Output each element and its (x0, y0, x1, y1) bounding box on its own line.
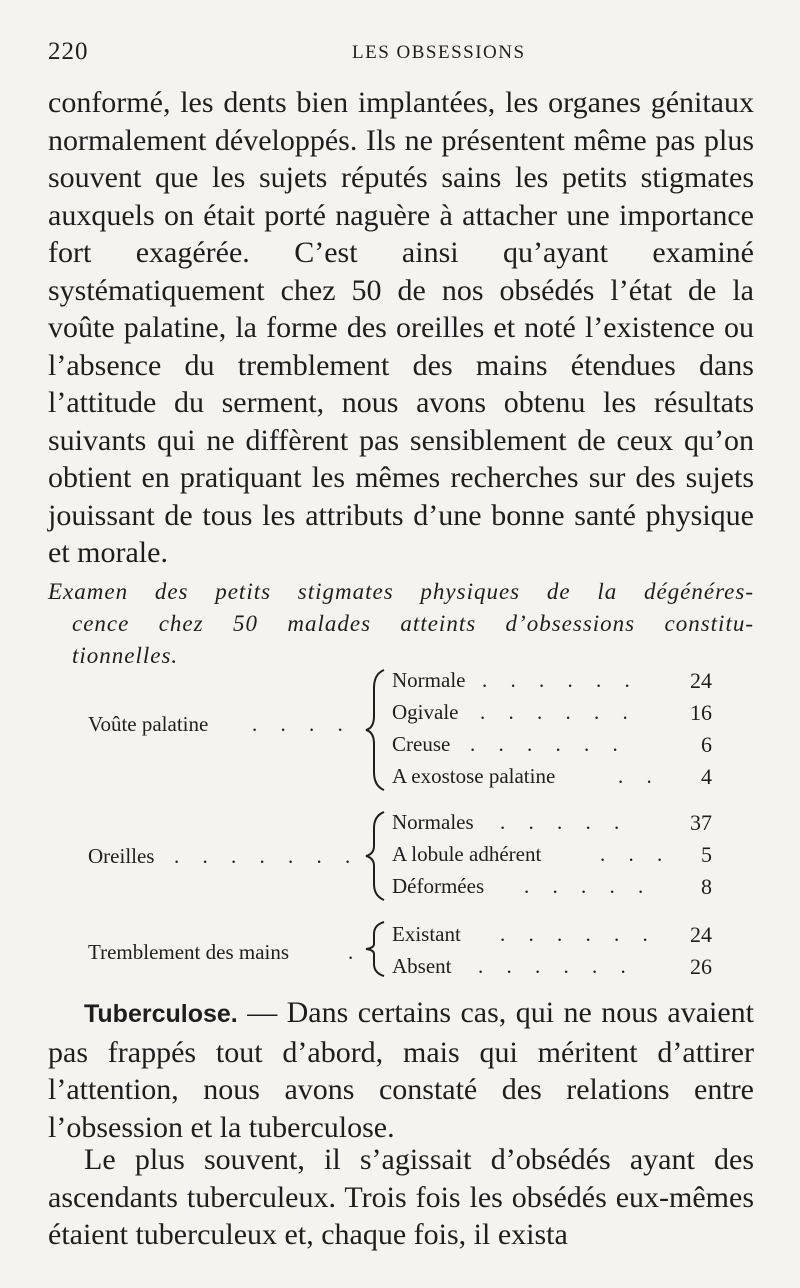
leader-dots: . . . . . . (500, 922, 657, 946)
brace-tremor (360, 920, 390, 978)
group-label-palate: Voûte palatine (88, 712, 209, 736)
row-name-lobule: A lobule adhérent (392, 842, 542, 866)
row-value-ogivale: 16 (690, 700, 712, 725)
section-heading: Tuberculose. (84, 1000, 238, 1028)
row-value-deformees: 8 (701, 874, 712, 899)
body-paragraph-1: conformé, les dents bien implantées, les organes génitaux normalement développés. Ils ne présentent même pas plus souvent que les sujets réputés sains les petits stigmates auxquels on était porté naguère à attacher une importance fort exagérée. C’est ainsi qu’ayant examiné systématiquement chez 50 de nos obsédés l’état de la voûte palatine, la forme des oreilles et noté l’existence ou l’absence du tremblement des mains étendues dans l’attitude du serment, nous avons obtenu les résultats suivants qui ne diffèrent pas sensiblement de ceux qu’on obtient en pratiquant les mêmes recherches sur des sujets jouissant de tous les attributs d’une bonne santé physique et morale. (48, 86, 754, 569)
caption-line-3: tionnelles. (72, 643, 179, 668)
leader-dots: . . (618, 764, 661, 788)
leader-dots: . . . . (252, 712, 352, 736)
page-number: 220 (48, 38, 89, 65)
table-caption (48, 576, 754, 672)
row-value-normale: 24 (690, 668, 712, 693)
row-value-lobule: 5 (701, 842, 712, 867)
body-paragraph-3: Le plus souvent, il s’agissait d’obsédés ayant des ascendants tuberculeux. Trois fois les obsédés eux-mêmes étaient tuberculeux et, chaque fois, il exista (48, 1143, 754, 1251)
leader-dots: . . . . . (524, 874, 653, 898)
group-label-ears: Oreilles (88, 844, 155, 868)
row-name-normale: Normale (392, 668, 466, 692)
running-title: LES OBSESSIONS (352, 42, 526, 63)
row-name-exostose: A exostose palatine (392, 764, 556, 788)
row-name-absent: Absent (392, 954, 452, 978)
row-value-absent: 26 (690, 954, 712, 979)
page-header (48, 38, 754, 68)
row-name-ogivale: Ogivale (392, 700, 459, 724)
body-paragraph-2 (48, 994, 754, 1146)
row-name-normales: Normales (392, 810, 474, 834)
leader-dots: . . . . . . (480, 700, 637, 724)
row-value-exostose: 4 (701, 764, 712, 789)
leader-dots: . . . . . . . (174, 844, 360, 868)
leader-dots: . . . . . (500, 810, 629, 834)
leader-dots: . . . (600, 842, 672, 866)
caption-line-1: Examen des petits stigmates physiques de la dégénéres- (48, 579, 754, 604)
row-value-creuse: 6 (701, 732, 712, 757)
row-value-existant: 24 (690, 922, 712, 947)
caption-line-2: cence chez 50 malades atteints d’obsessions constitu- (72, 611, 754, 636)
brace-ears (360, 810, 390, 902)
section-text: — Dans certains cas, qui ne nous avaient pas frappés tout d’abord, mais qui méritent d’attirer l’attention, nous avons constaté des relations entre l’obsession et la tuberculose. (48, 996, 754, 1144)
group-label-tremor: Tremblement des mains (88, 940, 290, 964)
row-name-creuse: Creuse (392, 732, 451, 756)
leader-dots: . . . . . . (482, 668, 639, 692)
leader-dots: . . . . . . (470, 732, 627, 756)
row-value-normales: 37 (690, 810, 712, 835)
brace-palate (360, 668, 390, 792)
leader-dots: . . . . . . (478, 954, 635, 978)
row-name-existant: Existant (392, 922, 461, 946)
leader-dots: . (348, 940, 363, 964)
row-name-deformees: Déformées (392, 874, 485, 898)
